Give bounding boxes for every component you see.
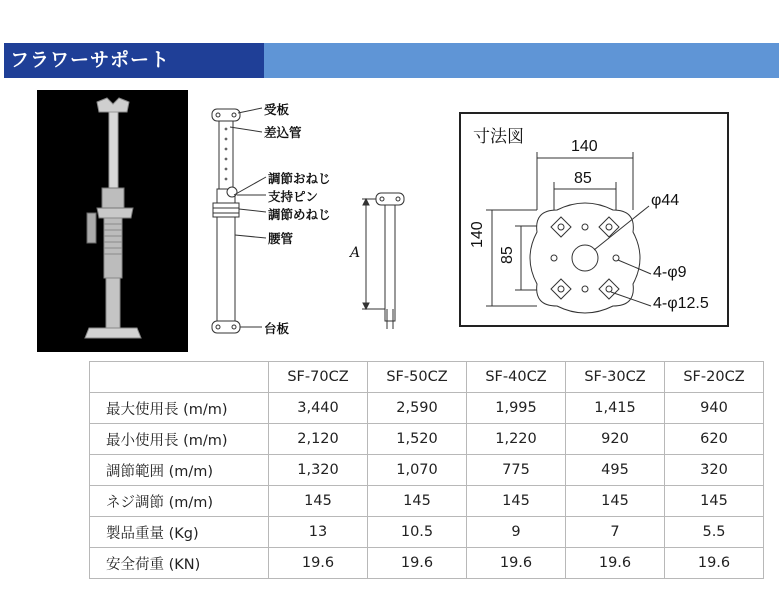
table-cell: 7 bbox=[566, 517, 665, 548]
table-cell: 1,415 bbox=[566, 393, 665, 424]
dimension-title: 寸法図 bbox=[473, 127, 524, 147]
table-cell: 3,440 bbox=[269, 393, 368, 424]
label-chosetsu-me: 調節めねじ bbox=[268, 207, 331, 222]
table-corner bbox=[90, 362, 269, 393]
page-title: フラワーサポート bbox=[10, 49, 171, 71]
table-cell: 145 bbox=[269, 486, 368, 517]
table-cell: 940 bbox=[665, 393, 764, 424]
title-bar-light bbox=[264, 43, 779, 78]
table-cell: 10.5 bbox=[368, 517, 467, 548]
table-cell: 19.6 bbox=[368, 548, 467, 579]
table-row bbox=[90, 548, 764, 579]
table-row bbox=[90, 424, 764, 455]
dim-140-top: 140 bbox=[571, 138, 598, 155]
table-cell: 145 bbox=[368, 486, 467, 517]
product-photo bbox=[37, 90, 188, 352]
table-cell: 13 bbox=[269, 517, 368, 548]
label-koshi: 腰管 bbox=[268, 231, 294, 246]
table-cell: 19.6 bbox=[566, 548, 665, 579]
dimension-drawing bbox=[459, 112, 729, 327]
table-cell: 920 bbox=[566, 424, 665, 455]
table-cell: 1,320 bbox=[269, 455, 368, 486]
label-a: A bbox=[350, 245, 361, 261]
label-chosetsu-o: 調節おねじ bbox=[268, 171, 331, 186]
row-label: 調節範囲 (m/m) bbox=[90, 455, 269, 486]
row-label: 安全荷重 (KN) bbox=[90, 548, 269, 579]
row-label: 最小使用長 (m/m) bbox=[90, 424, 269, 455]
table-row bbox=[90, 455, 764, 486]
dim-hole-12: 4-φ12.5 bbox=[653, 295, 709, 312]
column-header: SF-30CZ bbox=[566, 362, 665, 393]
dim-85-left: 85 bbox=[499, 246, 516, 264]
table-cell: 19.6 bbox=[665, 548, 764, 579]
dim-hole-9: 4-φ9 bbox=[653, 264, 687, 281]
column-header: SF-40CZ bbox=[467, 362, 566, 393]
table-cell: 145 bbox=[566, 486, 665, 517]
table-cell: 1,070 bbox=[368, 455, 467, 486]
table-cell: 19.6 bbox=[269, 548, 368, 579]
table-cell: 19.6 bbox=[467, 548, 566, 579]
table-cell: 775 bbox=[467, 455, 566, 486]
dim-phi44: φ44 bbox=[651, 192, 680, 209]
table-cell: 1,995 bbox=[467, 393, 566, 424]
row-label: ネジ調節 (m/m) bbox=[90, 486, 269, 517]
column-header: SF-20CZ bbox=[665, 362, 764, 393]
table-cell: 2,590 bbox=[368, 393, 467, 424]
dim-85-top: 85 bbox=[574, 170, 592, 187]
column-header: SF-50CZ bbox=[368, 362, 467, 393]
row-label: 最大使用長 (m/m) bbox=[90, 393, 269, 424]
table-cell: 1,520 bbox=[368, 424, 467, 455]
table-cell: 145 bbox=[467, 486, 566, 517]
spec-table bbox=[89, 361, 764, 579]
label-dai-ita: 台板 bbox=[264, 321, 290, 336]
table-cell: 620 bbox=[665, 424, 764, 455]
table-cell: 495 bbox=[566, 455, 665, 486]
table-row bbox=[90, 517, 764, 548]
table-row bbox=[90, 393, 764, 424]
label-uke-ita: 受板 bbox=[264, 102, 290, 117]
column-header: SF-70CZ bbox=[269, 362, 368, 393]
table-cell: 145 bbox=[665, 486, 764, 517]
title-bar bbox=[4, 43, 779, 78]
table-cell: 1,220 bbox=[467, 424, 566, 455]
table-cell: 320 bbox=[665, 455, 764, 486]
label-shiji-pin: 支持ピン bbox=[268, 189, 319, 204]
dim-140-left: 140 bbox=[469, 221, 486, 248]
support-schematic bbox=[200, 95, 450, 350]
row-label: 製品重量 (Kg) bbox=[90, 517, 269, 548]
table-header-row bbox=[90, 362, 764, 393]
table-cell: 2,120 bbox=[269, 424, 368, 455]
table-row bbox=[90, 486, 764, 517]
table-cell: 9 bbox=[467, 517, 566, 548]
label-sashikomi: 差込管 bbox=[264, 125, 302, 140]
table-cell: 5.5 bbox=[665, 517, 764, 548]
